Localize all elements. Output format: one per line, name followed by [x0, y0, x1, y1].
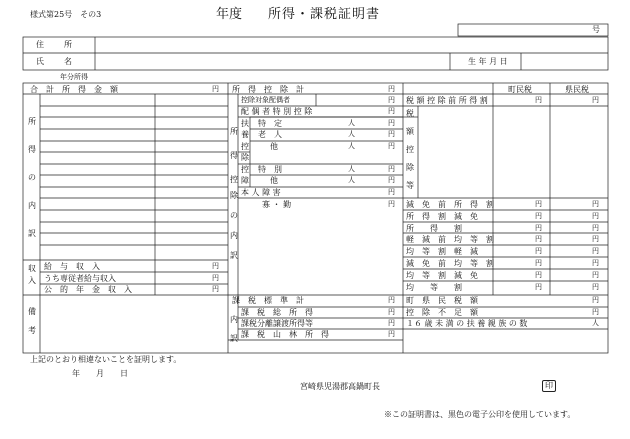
unit: 円: [535, 212, 542, 220]
credit-side-5: 等: [406, 181, 414, 190]
tax-base-side-1: 内: [230, 315, 238, 324]
unit: 円: [535, 200, 542, 208]
reduction-row-5: 均 等 割 軽 減: [406, 247, 478, 256]
dependent-side-3: 控: [241, 142, 249, 151]
income-side-label-4: 内: [28, 201, 36, 210]
income-row-lines: [40, 106, 228, 284]
dependent-side-2: 養: [241, 130, 249, 139]
unit: 円: [388, 85, 395, 93]
credit-side-3: 控: [406, 145, 414, 154]
unit: 円: [535, 283, 542, 291]
disability-side-1: 控: [241, 165, 249, 174]
unit: 円: [592, 296, 599, 304]
unit: 円: [212, 262, 219, 270]
credit-side-4: 除: [406, 163, 414, 172]
seal-mark: 印: [542, 380, 556, 392]
unit: 円: [388, 130, 395, 138]
unit: 円: [535, 96, 542, 104]
unit: 円: [388, 319, 395, 327]
year-label: 年度: [216, 7, 243, 22]
self-disability-label: 本 人 障 害: [241, 188, 281, 197]
income-side-label-2: 得: [28, 145, 36, 154]
unit: 円: [388, 330, 395, 338]
receipts-side-label-1: 収: [28, 264, 36, 273]
person-unit: 人: [348, 176, 355, 184]
certify-date: 年 月 日: [72, 369, 128, 378]
receipt-pension-label: 公 的 年 金 収 入: [44, 285, 132, 294]
unit: 円: [388, 188, 395, 196]
unit: 円: [592, 247, 599, 255]
unit: 円: [592, 224, 599, 232]
income-year-label: 年分所得: [60, 73, 88, 81]
dependent-specific-label: 特 定: [258, 119, 282, 128]
unit: 円: [592, 271, 599, 279]
dependent-side-4: 除: [241, 153, 249, 162]
reduction-row-7: 均 等 割 減 免: [406, 271, 478, 280]
certify-text: 上記のとおり相違ないことを証明します。: [30, 355, 182, 364]
reduction-row-6: 減 免 前 均 等 割: [406, 259, 494, 268]
widow-label: 寡 ・ 勤: [262, 200, 292, 209]
dependent-elderly-label: 老 人: [258, 130, 282, 139]
spouse-target-label: 控除対象配偶者: [241, 96, 290, 104]
deduction-side-label-5: の: [230, 211, 238, 220]
total-income-label: 合 計 所 得 金 額: [30, 85, 118, 94]
unit: 円: [388, 96, 395, 104]
municipal-tax-header: 町民税: [508, 85, 532, 94]
income-side-label-3: の: [28, 173, 36, 182]
issuer-name: 宮崎県児湯郡高鍋町長: [300, 382, 380, 391]
electronic-seal-note: ※この証明書は、黒色の電子公印を使用しています。: [384, 410, 576, 419]
deduction-side-label-1: 所: [230, 127, 238, 136]
page-title: 所得・課税証明書: [268, 7, 381, 22]
reduction-row-3: 所 得 割: [406, 224, 462, 233]
unit: 円: [388, 308, 395, 316]
unit: 円: [592, 308, 599, 316]
taxable-separate-label: 課税分離譲渡所得等: [241, 319, 313, 328]
person-unit: 人: [592, 319, 599, 327]
remarks-side-label-2: 考: [28, 326, 36, 335]
deduction-total-label: 所 得 控 除 計: [232, 85, 304, 94]
deduction-side-label-3: 控: [230, 175, 238, 184]
reduction-row-4: 軽 減 前 均 等 割: [406, 235, 494, 244]
deduction-side-label-2: 得: [230, 151, 238, 160]
prefectural-tax-header: 県民税: [565, 85, 589, 94]
unit: 円: [535, 247, 542, 255]
pre-deduction-label: 税 額 控 除 前 所 得 割: [406, 96, 488, 105]
reduction-row-1: 減 免 前 所 得 割: [406, 200, 494, 209]
unit: 円: [388, 119, 395, 127]
spouse-special-label: 配 偶 者 特 別 控 除: [241, 107, 313, 116]
person-unit: 人: [348, 142, 355, 150]
person-unit: 人: [348, 165, 355, 173]
unit: 円: [388, 296, 395, 304]
income-side-label-5: 訳: [28, 229, 36, 238]
unit: 円: [592, 283, 599, 291]
name-label: 氏 名: [36, 57, 78, 66]
credit-side-1: 税: [406, 109, 414, 118]
dependent-side-1: 扶: [241, 119, 249, 128]
deduction-side-label-7: 訳: [230, 251, 238, 260]
taxable-forest-label: 課 税 山 林 所 得: [241, 330, 329, 339]
tax-standard-total-label: 課 税 標 準 計: [232, 296, 304, 305]
unit: 円: [212, 274, 219, 282]
unit: 円: [592, 212, 599, 220]
reduction-row-2: 所 得 割 減 免: [406, 212, 478, 221]
deduction-side-label-4: 除: [230, 191, 238, 200]
credit-side-2: 額: [406, 127, 414, 136]
receipt-salary-label: 給 与 収 入: [44, 262, 100, 271]
disability-other-label: 他: [270, 176, 278, 185]
resident-tax-total-label: 町 県 民 税 額: [406, 296, 478, 305]
receipt-family-salary-label: うち専従者給与収入: [44, 274, 116, 283]
taxable-total-income-label: 課 税 総 所 得: [241, 308, 313, 317]
shortfall-label: 控 除 不 足 額: [406, 308, 478, 317]
unit: 円: [592, 235, 599, 243]
person-unit: 人: [348, 119, 355, 127]
unit: 円: [535, 259, 542, 267]
unit: 円: [592, 259, 599, 267]
unit: 円: [388, 176, 395, 184]
unit: 円: [535, 271, 542, 279]
unit: 円: [388, 107, 395, 115]
number-suffix: 号: [592, 25, 600, 34]
receipts-side-label-2: 入: [28, 276, 36, 285]
unit: 円: [535, 224, 542, 232]
unit: 円: [388, 165, 395, 173]
unit: 円: [535, 235, 542, 243]
birthdate-label: 生 年 月 日: [468, 57, 508, 66]
unit: 円: [592, 200, 599, 208]
income-side-label-1: 所: [28, 117, 36, 126]
unit: 円: [212, 285, 219, 293]
form-number: 様式第25号 その3: [30, 10, 102, 19]
address-label: 住 所: [36, 40, 78, 49]
unit: 円: [388, 200, 395, 208]
person-unit: 人: [348, 130, 355, 138]
reduction-row-8: 均 等 割: [406, 283, 462, 292]
disability-side-2: 障: [241, 176, 249, 185]
tax-base-side-2: 訳: [230, 334, 238, 343]
under16-dependents-label: １６ 歳 未 満 の 扶 養 親 族 の 数: [406, 319, 528, 328]
disability-special-label: 特 別: [258, 165, 282, 174]
remarks-side-label-1: 備: [28, 307, 36, 316]
dependent-other-label: 他: [270, 142, 278, 151]
unit: 円: [592, 96, 599, 104]
unit: 円: [388, 142, 395, 150]
deduction-side-label-6: 内: [230, 231, 238, 240]
unit: 円: [212, 85, 219, 93]
